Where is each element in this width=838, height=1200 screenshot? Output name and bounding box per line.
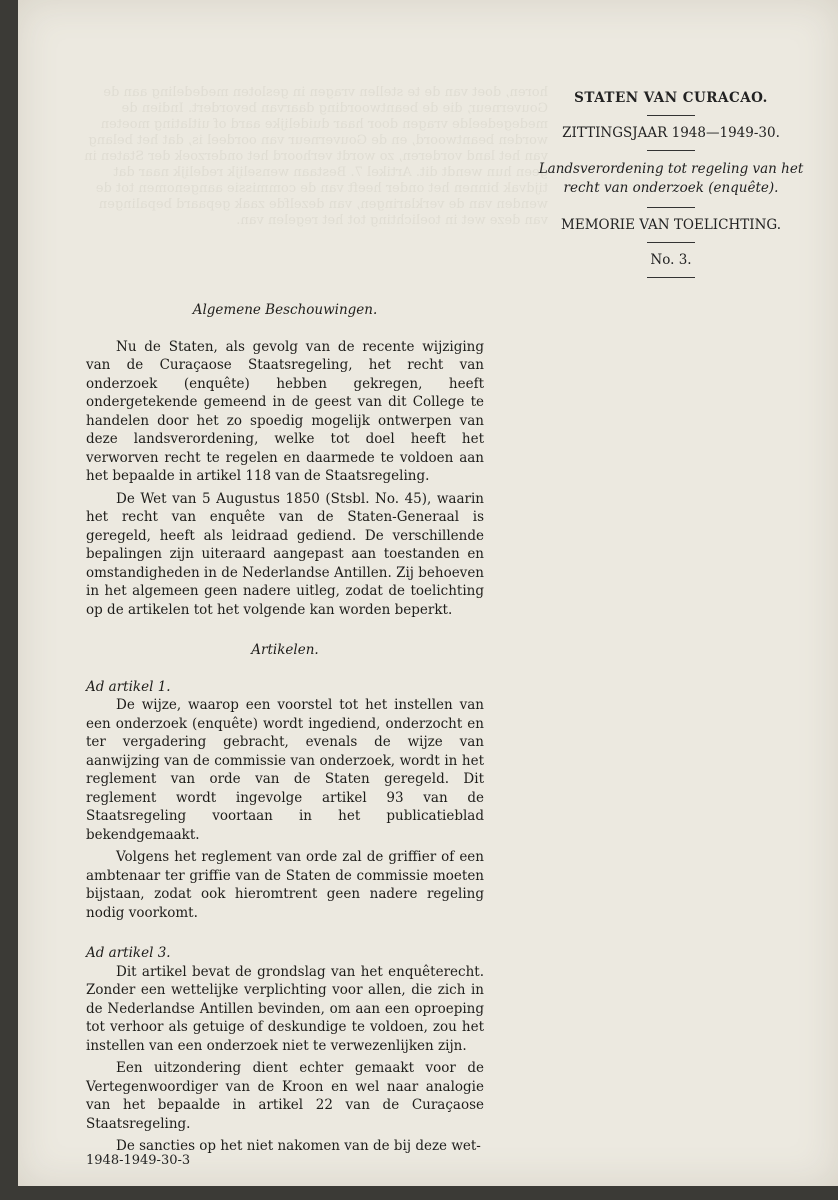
session-label: ZITTINGSJAAR 1948—1949-30. [562,125,780,141]
paragraph: Dit artikel bevat de grondslag van het enquêterecht. Zonder een wettelijke verplichting voor allen, die zich in de Nederlandse Antillen bevinden, om aan een oproeping tot verhoor als getuige of deskundige te voldoen, zou het instellen van een onderzoek niet te verwezenlijken zijn. [86,963,484,1054]
document-number: No. 3. [650,252,692,268]
document-type: MEMORIE VAN TOELICHTING. [561,217,781,233]
article-heading-1: Ad artikel 1. [86,678,171,695]
divider [647,277,695,278]
paragraph: De sancties op het niet nakomen van de bij deze wet- [116,1138,481,1154]
paragraph: Nu de Staten, als gevolg van de recente wijziging van de Curaçaose Staatsregeling, het recht van onderzoek (enquête) hebben gekregen, heeft ondergetekende gemeend in de geest van dit College te handelen door het zo spoedig mogelijk ontwerpen van deze landsverordening, welke tot doel heeft het verworven recht te regelen en daarmede te voldoen aan het bepaalde in artikel 118 van de Staatsregeling. [86,338,484,484]
divider [647,242,695,243]
document-header [530,90,812,287]
bleed-through-texture: horen, doet van de te stellen vragen in gesloten mededeling aan de Gouverneur, die de beantwoording daarvan bevordert. Indien de medegedeelde vragen door haar duidelijke aard of uitlating moeten worden beantwoord, en de Gouverneur van oordeel is, dat het belang van het land vorderen, zo wordt verhoord het onderzoek der Staten in geen hun wendt dit. Artikel 7. Bestaan wenselijk redelijk naar dat tijdvak binnen het onder heeft van de commissie aangenomen tot de wenden van de verklaringen, van dezelfde zaak gepaard bepalingen van deze wet in toelichting tot het regelen van. [84,85,548,228]
document-page [18,0,838,1186]
divider [647,150,695,151]
divider [647,115,695,116]
section-heading-articles: Artikelen. [251,642,319,658]
footer-document-code: 1948-1949-30-3 [86,1153,191,1168]
issuer-title: STATEN VAN CURACAO. [574,90,768,106]
divider [647,207,695,208]
paragraph: De wijze, waarop een voorstel tot het instellen van een onderzoek (enquête) wordt ingediend, onderzocht en ter vergadering gebracht, evenals de wijze van aanwijzing van de commissie van onderzoek, wordt in het reglement van orde van de Staten geregeld. Dit reglement wordt ingevolge artikel 93 van de Staatsregeling voortaan in het publicatieblad bekendgemaakt. [86,697,484,843]
article-heading-3: Ad artikel 3. [86,945,171,961]
paragraph: Een uitzondering dient echter gemaakt voor de Vertegenwoordiger van de Kroon en wel naar analogie van het bepaalde in artikel 22 van de Curaçaose Staatsregeling. [86,1060,484,1132]
main-text-column [86,301,484,1160]
section-heading-general: Algemene Beschouwingen. [192,302,378,318]
paragraph: De Wet van 5 Augustus 1850 (Stsbl. No. 45), waarin het recht van enquête van de Staten-Generaal is geregeld, heeft als leidraad gediend. De verschillende bepalingen zijn uiteraard aangepast aan toestanden en omstandigheden in de Nederlandse Antillen. Zij behoeven in het algemeen geen nadere uitleg, zodat de toelichting op de artikelen tot het volgende kan worden beperkt. [86,490,484,618]
subject-title: Landsverordening tot regeling van het recht van onderzoek (enquête). [538,161,804,196]
paragraph: Volgens het reglement van orde zal de griffier of een ambtenaar ter griffie van de Staten de commissie moeten bijstaan, zodat ook hieromtrent geen nadere regeling nodig voorkomt. [86,849,484,921]
